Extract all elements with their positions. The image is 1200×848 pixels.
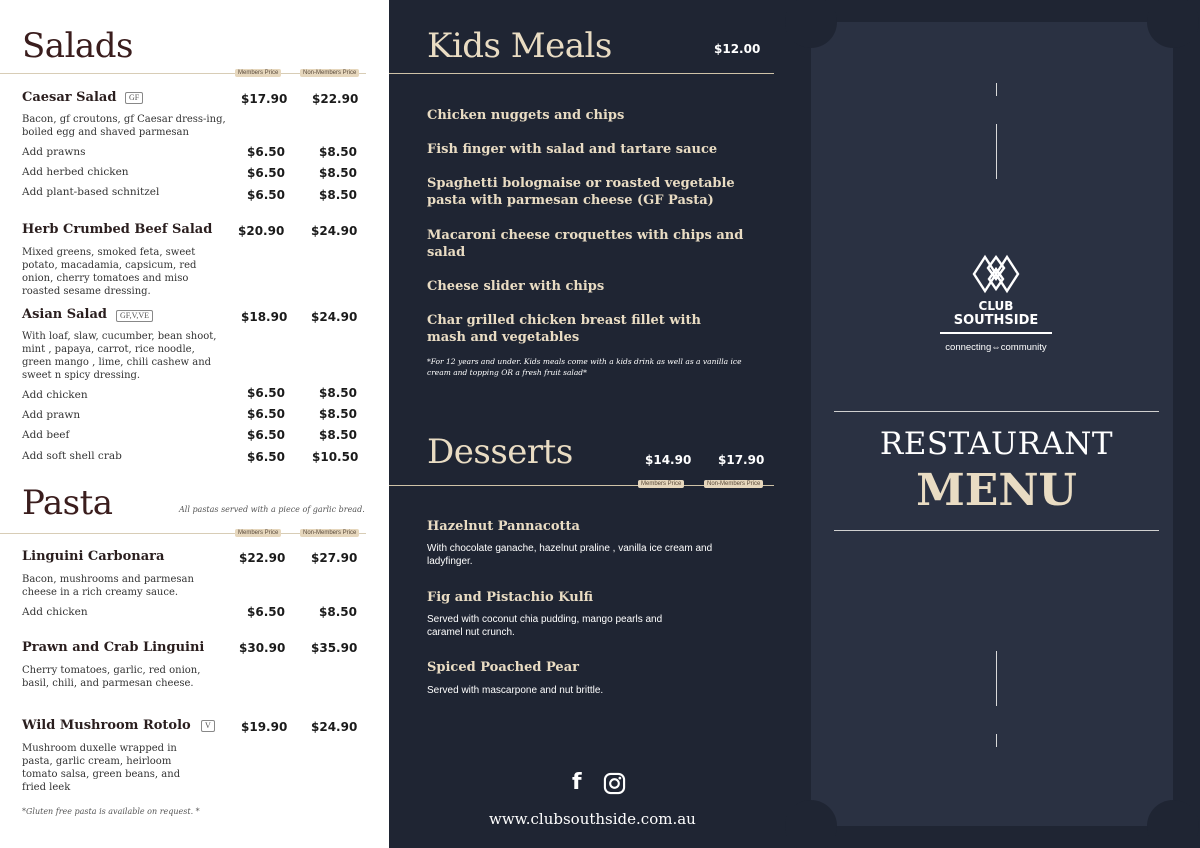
non-members-price-tag: Non-Members Price (300, 69, 359, 77)
cover-card (811, 22, 1173, 826)
members-price-tag: Members Price (638, 480, 684, 488)
addon-member-price: $6.50 (247, 386, 285, 400)
dessert-description: Served with mascarpone and nut brittle. (427, 685, 604, 696)
brand-underline (940, 332, 1052, 334)
prawn-crab-name: Prawn and Crab Linguini (22, 640, 205, 655)
left-panel (0, 0, 389, 848)
addon-member-price: $6.50 (247, 188, 285, 202)
rotolo-name: Wild Mushroom Rotolo (22, 718, 191, 733)
facebook-icon[interactable]: f (572, 770, 582, 795)
addon-label: Add herbed chicken (22, 166, 129, 178)
asian-salad-badge: GF,V,VE (116, 310, 153, 322)
addon-member-price: $6.50 (247, 428, 285, 442)
herb-beef-description: Mixed greens, smoked feta, sweet potato, macadamia, capsicum, red onion, cherry tomatoes and miso roasted sesame dressing. (22, 247, 197, 297)
addon-member-price: $6.50 (247, 450, 285, 464)
addon-member-price: $6.50 (247, 166, 285, 180)
rotolo-description: Mushroom duxelle wrapped in pasta, garlic cream, heirloom tomato salsa, green beans, and fried leek (22, 743, 181, 793)
card-notch (1147, 0, 1199, 48)
brand-line1: CLUB (978, 299, 1014, 313)
menu-heading: MENU (916, 465, 1077, 516)
decor-line (996, 734, 997, 747)
caesar-salad-description: Bacon, gf croutons, gf Caesar dress-ing, boiled egg and shaved parmesan (22, 114, 226, 138)
carbonara-member-price: $22.90 (239, 551, 286, 565)
addon-label: Add prawn (22, 409, 81, 421)
herb-beef-non-member-price: $24.90 (311, 224, 358, 238)
restaurant-heading: RESTAURANT (879, 426, 1114, 462)
kids-meals-rule (389, 73, 774, 74)
decor-line (996, 651, 997, 706)
brand-line2: SOUTHSIDE (953, 313, 1039, 328)
dessert-description: With chocolate ganache, hazelnut praline , vanilla ice cream and ladyfinger. (427, 543, 713, 567)
prawn-crab-non-member-price: $35.90 (311, 641, 358, 655)
desserts-title: Desserts (427, 432, 573, 472)
non-members-price-tag: Non-Members Price (704, 480, 763, 488)
carbonara-description: Bacon, mushrooms and parmesan cheese in a rich creamy sauce. (22, 574, 194, 598)
dessert-name: Spiced Poached Pear (427, 660, 579, 675)
addon-non-member-price: $8.50 (319, 428, 357, 442)
members-price-tag: Members Price (235, 69, 281, 77)
addon-non-member-price: $10.50 (312, 450, 359, 464)
dessert-description: Served with coconut chia pudding, mango pearls and caramel nut crunch. (427, 614, 663, 638)
addon-member-price: $6.50 (247, 407, 285, 421)
title-rule-bottom (834, 530, 1159, 531)
addon-non-member-price: $8.50 (319, 166, 357, 180)
prawn-crab-member-price: $30.90 (239, 641, 286, 655)
addon-member-price: $6.50 (247, 145, 285, 159)
decor-line (996, 83, 997, 96)
kids-meal-item: Macaroni cheese croquettes with chips and salad (427, 228, 744, 260)
dessert-name: Fig and Pistachio Kulfi (427, 590, 594, 605)
dessert-name: Hazelnut Pannacotta (427, 519, 580, 534)
asian-salad-non-member-price: $24.90 (311, 310, 358, 324)
pasta-title: Pasta (22, 483, 113, 523)
rotolo-member-price: $19.90 (241, 720, 288, 734)
addon-label: Add prawns (22, 146, 86, 158)
members-price-tag: Members Price (235, 529, 281, 537)
kids-meals-title: Kids Meals (427, 26, 612, 66)
addon-non-member-price: $8.50 (319, 145, 357, 159)
carbonara-name: Linguini Carbonara (22, 549, 165, 564)
kids-meal-item: Fish finger with salad and tartare sauce (427, 142, 718, 157)
website-link[interactable]: www.clubsouthside.com.au (489, 810, 696, 828)
addon-non-member-price: $8.50 (319, 407, 357, 421)
title-rule-top (834, 411, 1159, 412)
addon-non-member-price: $8.50 (319, 386, 357, 400)
addon-label: Add plant-based schnitzel (22, 186, 160, 198)
caesar-salad-badge: GF (125, 92, 143, 104)
asian-salad-member-price: $18.90 (241, 310, 288, 324)
caesar-salad-non-member-price: $22.90 (312, 92, 359, 106)
addon-member-price: $6.50 (247, 605, 285, 619)
brand-tagline: connecting⇔community (945, 342, 1047, 353)
addon-label: Add chicken (22, 389, 88, 401)
salads-title: Salads (22, 26, 133, 66)
asian-salad-name: Asian Salad (22, 307, 108, 322)
addon-label: Add soft shell crab (22, 450, 122, 462)
kids-meals-price: $12.00 (714, 42, 761, 56)
rotolo-non-member-price: $24.90 (311, 720, 358, 734)
card-notch (1147, 800, 1199, 848)
kids-meal-item: Char grilled chicken breast fillet with mash and vegetables (427, 313, 701, 345)
instagram-icon[interactable] (603, 772, 626, 795)
kids-meal-item: Cheese slider with chips (427, 279, 605, 294)
addon-non-member-price: $8.50 (319, 188, 357, 202)
decor-line (996, 124, 997, 179)
caesar-salad-name: Caesar Salad (22, 90, 117, 105)
kids-meals-note: *For 12 years and under. Kids meals come with a kids drink as well as a vanilla ice cream and topping OR a fresh fruit salad* (427, 357, 742, 377)
addon-label: Add chicken (22, 606, 88, 618)
asian-salad-description: With loaf, slaw, cucumber, bean shoot, mint , papaya, carrot, rice noodle, green mango , lime, chili cashew and sweet n spicy dressing. (22, 331, 217, 381)
desserts-non-member-price: $17.90 (718, 453, 765, 467)
non-members-price-tag: Non-Members Price (300, 529, 359, 537)
kids-meal-item: Spaghetti bolognaise or roasted vegetable pasta with parmesan cheese (GF Pasta) (427, 176, 735, 208)
carbonara-non-member-price: $27.90 (311, 551, 358, 565)
desserts-member-price: $14.90 (645, 453, 692, 467)
prawn-crab-description: Cherry tomatoes, garlic, red onion, basil, chili, and parmesan cheese. (22, 665, 201, 689)
caesar-salad-member-price: $17.90 (241, 92, 288, 106)
herb-beef-salad-name: Herb Crumbed Beef Salad (22, 222, 213, 237)
pasta-note: All pastas served with a piece of garlic bread. (179, 505, 365, 514)
herb-beef-member-price: $20.90 (238, 224, 285, 238)
gluten-free-footnote: *Gluten free pasta is available on request. * (22, 807, 200, 816)
kids-meal-item: Chicken nuggets and chips (427, 108, 625, 123)
club-logo-icon (972, 254, 1020, 294)
addon-label: Add beef (22, 429, 70, 441)
rotolo-badge: V (201, 720, 215, 732)
card-notch (785, 800, 837, 848)
addon-non-member-price: $8.50 (319, 605, 357, 619)
